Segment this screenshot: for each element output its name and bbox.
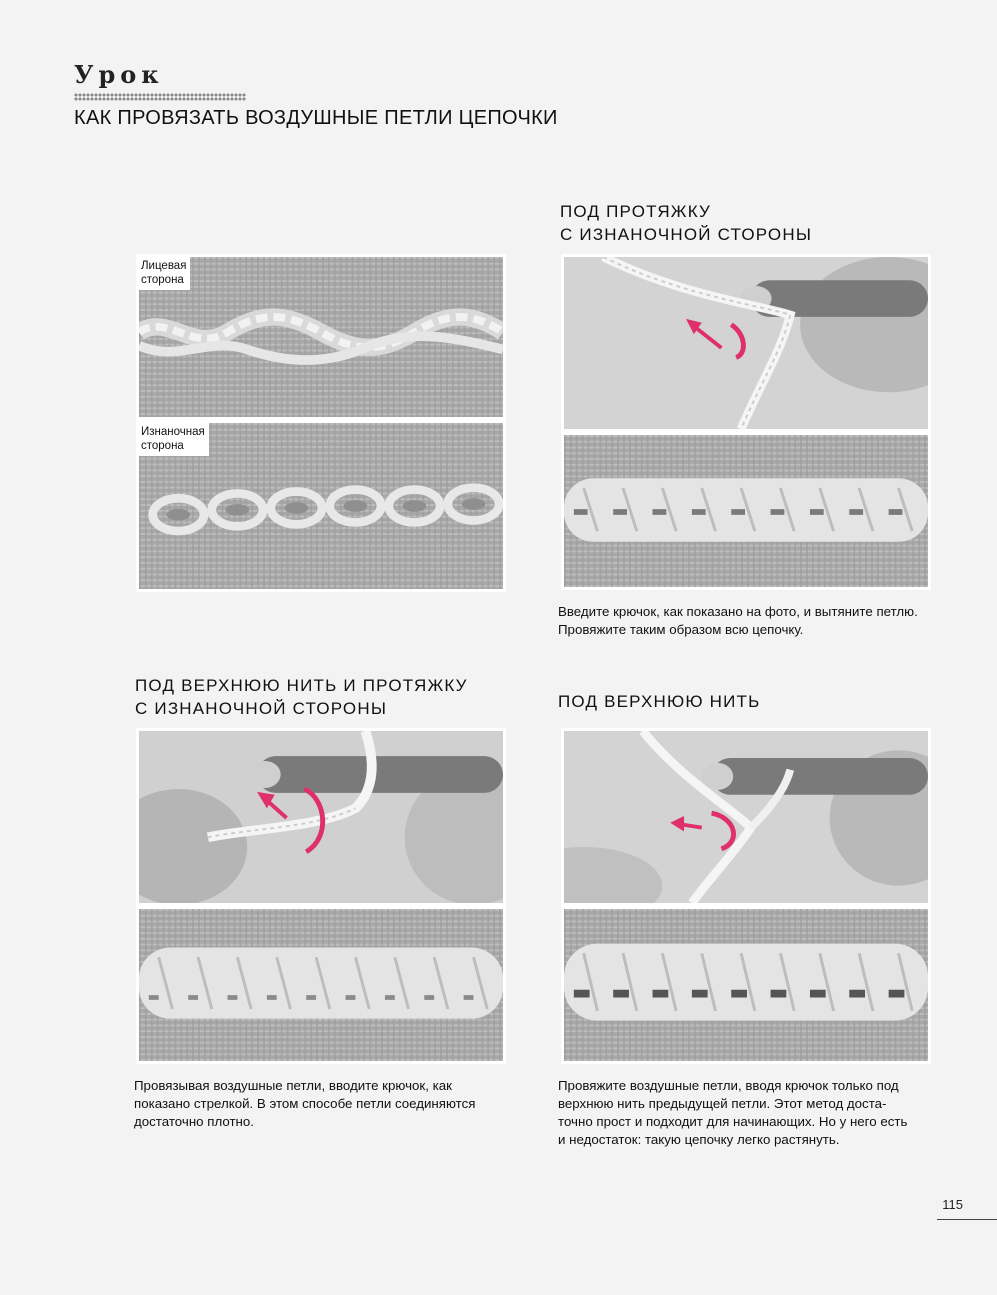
method3-heading <box>558 690 760 713</box>
method1-caption-line1: Введите крючок, как показано на фото, и вытяните петлю. <box>558 604 918 619</box>
method3-chain-photo <box>561 906 931 1064</box>
method1-caption <box>558 603 918 639</box>
method3-caption-line3: точно прост и подходит для начинающих. Но у него есть <box>558 1114 908 1129</box>
method3-caption-line4: и недостаток: такую цепочку легко растянуть. <box>558 1132 840 1147</box>
chain-front-photo <box>136 254 506 420</box>
method2-hook-photo <box>136 728 506 906</box>
method1-heading-line1: ПОД ПРОТЯЖКУ <box>560 202 711 221</box>
method2-heading <box>135 674 468 720</box>
front-side-label <box>139 257 190 290</box>
method1-hook-image <box>564 257 928 429</box>
method2-caption-line1: Провязывая воздушные петли, вводите крючок, как <box>134 1078 452 1093</box>
page-number: 115 <box>942 1197 963 1212</box>
decorative-dotted-rule <box>74 93 246 101</box>
front-side-label-line2: сторона <box>141 274 184 286</box>
method2-heading-line2: С ИЗНАНОЧНОЙ СТОРОНЫ <box>135 699 388 718</box>
method3-caption-line1: Провяжите воздушные петли, вводя крючок только под <box>558 1078 899 1093</box>
method3-heading-line1: ПОД ВЕРХНЮЮ НИТЬ <box>558 692 761 711</box>
method2-caption <box>134 1077 475 1131</box>
method1-caption-line2: Провяжите таким образом всю цепочку. <box>558 622 804 637</box>
chain-front-image <box>139 257 503 417</box>
back-side-label <box>139 423 209 456</box>
method1-chain-image <box>564 435 928 587</box>
back-side-label-line1: Изнаночная <box>141 426 205 438</box>
method3-hook-photo <box>561 728 931 906</box>
page-title: КАК ПРОВЯЗАТЬ ВОЗДУШНЫЕ ПЕТЛИ ЦЕПОЧКИ <box>74 107 558 129</box>
method1-chain-photo <box>561 432 931 590</box>
method3-caption-line2: верхнюю нить предыдущей петли. Этот метод доста- <box>558 1096 887 1111</box>
chain-back-photo <box>136 420 506 592</box>
lesson-label: Урок <box>74 60 164 89</box>
method1-heading <box>560 200 812 246</box>
method3-hook-image <box>564 731 928 903</box>
method2-chain-image <box>139 909 503 1061</box>
front-side-label-line1: Лицевая <box>141 260 187 272</box>
page-number-rule <box>937 1219 997 1220</box>
method2-chain-photo <box>136 906 506 1064</box>
method1-heading-line2: С ИЗНАНОЧНОЙ СТОРОНЫ <box>560 225 813 244</box>
method2-hook-image <box>139 731 503 903</box>
method3-chain-image <box>564 909 928 1061</box>
method2-caption-line3: достаточно плотно. <box>134 1114 254 1129</box>
method2-caption-line2: показано стрелкой. В этом способе петли соединяются <box>134 1096 476 1111</box>
method1-hook-photo <box>561 254 931 432</box>
method2-heading-line1: ПОД ВЕРХНЮЮ НИТЬ И ПРОТЯЖКУ <box>135 676 468 695</box>
back-side-label-line2: сторона <box>141 440 184 452</box>
method3-caption <box>558 1077 907 1149</box>
